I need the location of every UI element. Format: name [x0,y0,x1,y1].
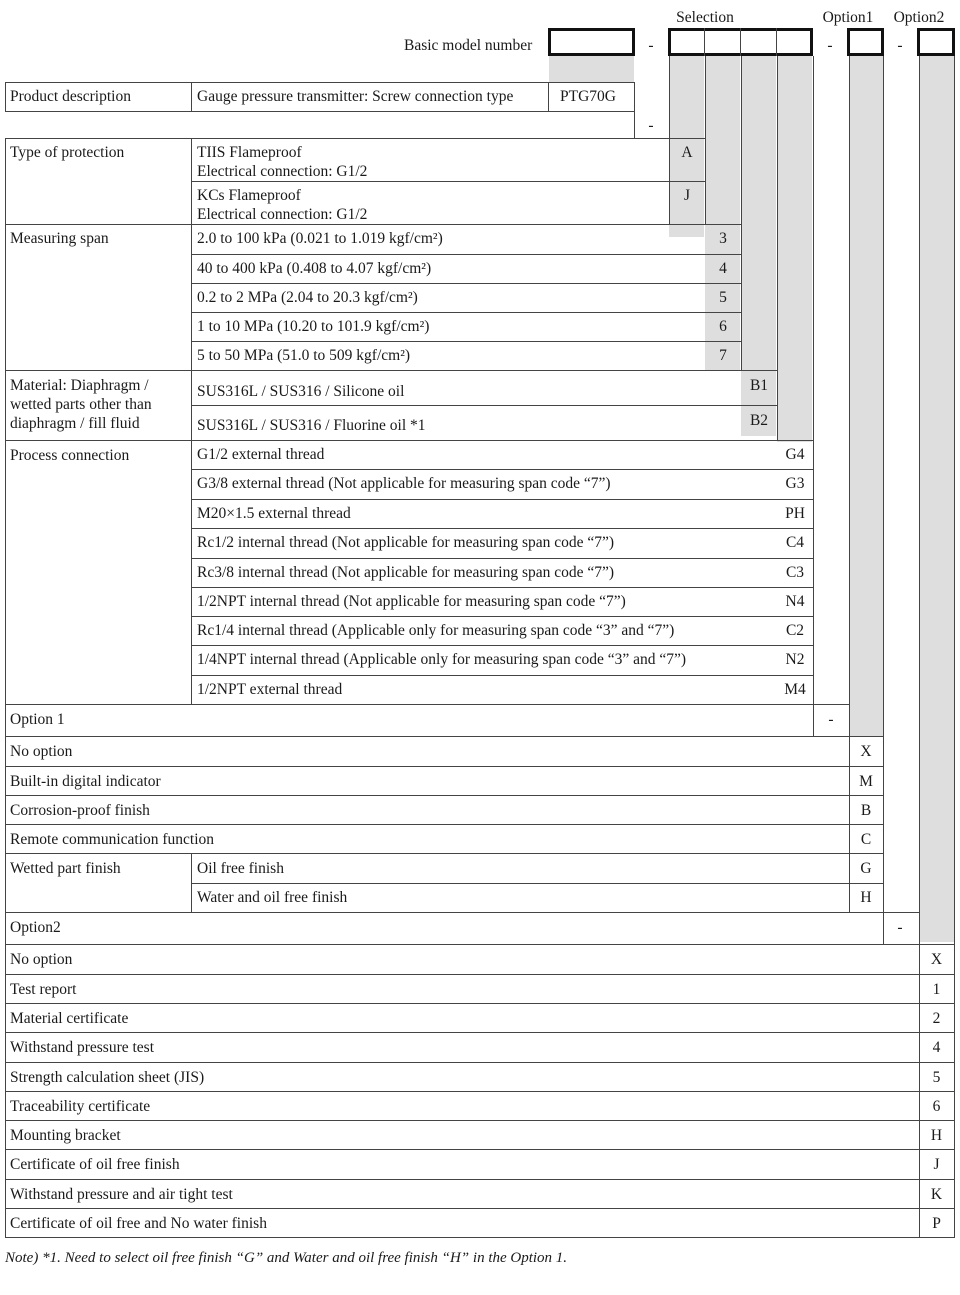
option2-label: Option2 [10,919,61,936]
process-option: 1/4NPT internal thread (Applicable only for measuring span code “3” and “7”) [197,651,687,668]
option2-code: P [932,1215,941,1232]
table-rule [191,440,192,705]
span-option: 40 to 400 kPa (0.408 to 4.07 kgf/cm²) [197,260,432,277]
table-rule [919,56,920,945]
table-rule [741,56,742,139]
table-rule [813,704,814,737]
selection-column-shade [549,56,634,83]
table-rule [5,1032,955,1033]
table-rule [669,56,670,139]
option2-code: H [930,1127,943,1144]
option1-code: M [859,773,873,790]
table-rule [849,56,850,737]
table-rule [5,853,884,854]
table-rule [634,82,635,112]
process-code: N4 [785,593,805,610]
protection-option: TIIS Flameproof [197,144,302,161]
table-rule [191,528,814,529]
material-option: SUS316L / SUS316 / Fluorine oil *1 [197,417,426,434]
span-option: 0.2 to 2 MPa (2.04 to 20.3 kgf/cm²) [197,289,418,306]
process-code: PH [785,505,805,522]
table-rule [191,883,884,884]
table-rule [191,181,706,182]
table-rule [5,1179,955,1180]
protection-label: Type of protection [10,144,125,161]
material-option: SUS316L / SUS316 / Silicone oil [197,383,405,400]
table-rule [5,370,6,441]
table-rule [5,944,955,945]
table-rule [5,82,6,112]
span-option: 2.0 to 100 kPa (0.021 to 1.019 kgf/cm²) [197,230,443,247]
table-rule [191,224,192,371]
option2-item: Withstand pressure and air tight test [10,1186,233,1203]
material-label: wetted parts other than [10,396,152,413]
table-rule [5,111,635,112]
table-rule [5,1062,955,1063]
separator-dash: - [648,37,654,54]
wetted-option: Water and oil free finish [197,889,348,906]
option2-item: Certificate of oil free finish [10,1156,180,1173]
process-option: Rc3/8 internal thread (Not applicable for measuring span code “7”) [197,564,615,581]
table-rule [5,912,920,913]
option1-code: C [860,831,872,848]
model-code: PTG70G [560,88,616,105]
table-rule [5,1003,955,1004]
span-option: 1 to 10 MPa (10.20 to 101.9 kgf/cm²) [197,318,430,335]
option2-code: J [933,1156,940,1173]
process-option: Rc1/2 internal thread (Not applicable for measuring span code “7”) [197,534,615,551]
process-code: C4 [785,534,805,551]
protection-option: Electrical connection: G1/2 [197,206,368,223]
option2-item: Material certificate [10,1010,129,1027]
option1-header: Option1 [822,9,874,26]
process-label: Process connection [10,447,130,464]
option2-code: 1 [932,981,941,998]
span-code: 7 [719,347,727,364]
option2-code: 6 [932,1098,941,1115]
table-rule [5,912,6,945]
material-code: B2 [749,412,769,429]
model-code-box [548,28,635,56]
option2-item: Strength calculation sheet (JIS) [10,1069,205,1086]
process-code: N2 [785,651,805,668]
option2-header: Option2 [893,9,945,26]
material-code: B1 [749,377,769,394]
table-rule [813,138,814,705]
table-rule [191,469,814,470]
table-rule [5,795,884,796]
table-rule [5,766,884,767]
table-rule [777,138,778,441]
process-option: Rc1/4 internal thread (Applicable only for measuring span code “3” and “7”) [197,622,675,639]
table-rule [705,56,706,139]
table-rule [191,645,814,646]
separator-dash: - [897,919,903,936]
table-rule [5,1237,955,1238]
material-label: diaphragm / fill fluid [10,415,140,432]
span-label: Measuring span [10,230,109,247]
table-rule [5,138,706,139]
table-rule [191,254,742,255]
table-rule [5,1120,955,1121]
protection-code: A [681,144,693,161]
option1-item: Remote communication function [10,831,215,848]
selection-header: Selection [676,9,734,26]
option2-item: Certificate of oil free and No water finish [10,1215,267,1232]
table-rule [849,736,850,913]
separator-dash: - [648,117,654,134]
separator-dash: - [828,711,834,728]
table-rule [634,111,635,139]
table-rule [191,312,742,313]
process-option: 1/2NPT external thread [197,681,343,698]
process-option: 1/2NPT internal thread (Not applicable for measuring span code “7”) [197,593,626,610]
table-rule [5,1208,955,1209]
table-rule [191,341,742,342]
span-code: 3 [719,230,727,247]
option2-code: 4 [932,1039,941,1056]
wetted-option: Oil free finish [197,860,284,877]
span-code: 4 [719,260,727,277]
table-rule [883,736,884,913]
process-option: G3/8 external thread (Not applicable for measuring span code “7”) [197,475,611,492]
option2-code-box [917,28,955,56]
option2-item: Traceability certificate [10,1098,151,1115]
table-rule [777,56,778,139]
table-rule [5,138,6,225]
process-code: G3 [785,475,805,492]
option1-code-box [847,28,884,56]
table-rule [5,824,884,825]
table-rule [5,224,6,371]
table-rule [191,675,814,676]
option2-item: Test report [10,981,77,998]
table-rule [191,82,192,112]
footnote: Note) *1. Need to select oil free finish “G” and Water and oil free finish “H” in the Option 1. [5,1250,568,1266]
table-rule [5,224,742,225]
table-rule [704,28,705,56]
process-code: C3 [785,564,805,581]
table-rule [5,1091,955,1092]
table-rule [740,28,741,56]
table-rule [548,82,549,112]
option2-code: 5 [932,1069,941,1086]
option2-item: No option [10,951,73,968]
product-description-value: Gauge pressure transmitter: Screw connection type [197,88,514,105]
table-rule [5,974,955,975]
option1-code: X [860,743,872,760]
table-rule [954,56,955,945]
table-rule [5,1149,955,1150]
span-option: 5 to 50 MPa (51.0 to 509 kgf/cm²) [197,347,411,364]
protection-option: Electrical connection: G1/2 [197,163,368,180]
table-rule [191,558,814,559]
table-rule [5,82,635,83]
product-description-label: Product description [10,88,131,105]
table-rule [5,440,814,441]
table-rule [5,736,884,737]
process-option: M20×1.5 external thread [197,505,351,522]
protection-code: J [683,187,691,204]
span-code: 5 [719,289,727,306]
selection-column-shade [919,56,954,942]
table-rule [191,283,742,284]
option2-item: Mounting bracket [10,1127,121,1144]
process-code: G4 [785,446,805,463]
option1-item: No option [10,743,73,760]
option1-code: B [860,802,872,819]
material-label: Material: Diaphragm / [10,377,149,394]
span-code: 6 [719,318,727,335]
wetted-part-label: Wetted part finish [10,860,121,877]
process-option: G1/2 external thread [197,446,325,463]
selection-column-shade [849,56,883,736]
separator-dash: - [897,37,903,54]
option2-code: X [930,951,943,968]
process-code: C2 [785,622,805,639]
table-rule [5,370,778,371]
selection-column-shade [777,56,812,442]
table-rule [5,704,850,705]
table-rule [813,56,814,139]
table-rule [883,912,884,945]
option1-label: Option 1 [10,711,65,728]
option1-item: Built-in digital indicator [10,773,161,790]
table-rule [5,440,6,705]
process-code: M4 [784,681,806,698]
wetted-code: H [860,889,872,906]
separator-dash: - [827,37,833,54]
table-rule [883,56,884,737]
wetted-code: G [860,860,872,877]
table-rule [191,405,778,406]
option2-code: 2 [932,1010,941,1027]
table-rule [191,499,814,500]
table-rule [5,704,6,737]
basic-model-number-label: Basic model number [404,37,533,54]
option1-item: Corrosion-proof finish [10,802,150,819]
option2-item: Withstand pressure test [10,1039,155,1056]
option2-code: K [930,1186,943,1203]
table-rule [191,616,814,617]
protection-option: KCs Flameproof [197,187,301,204]
table-rule [191,587,814,588]
table-rule [776,28,777,56]
